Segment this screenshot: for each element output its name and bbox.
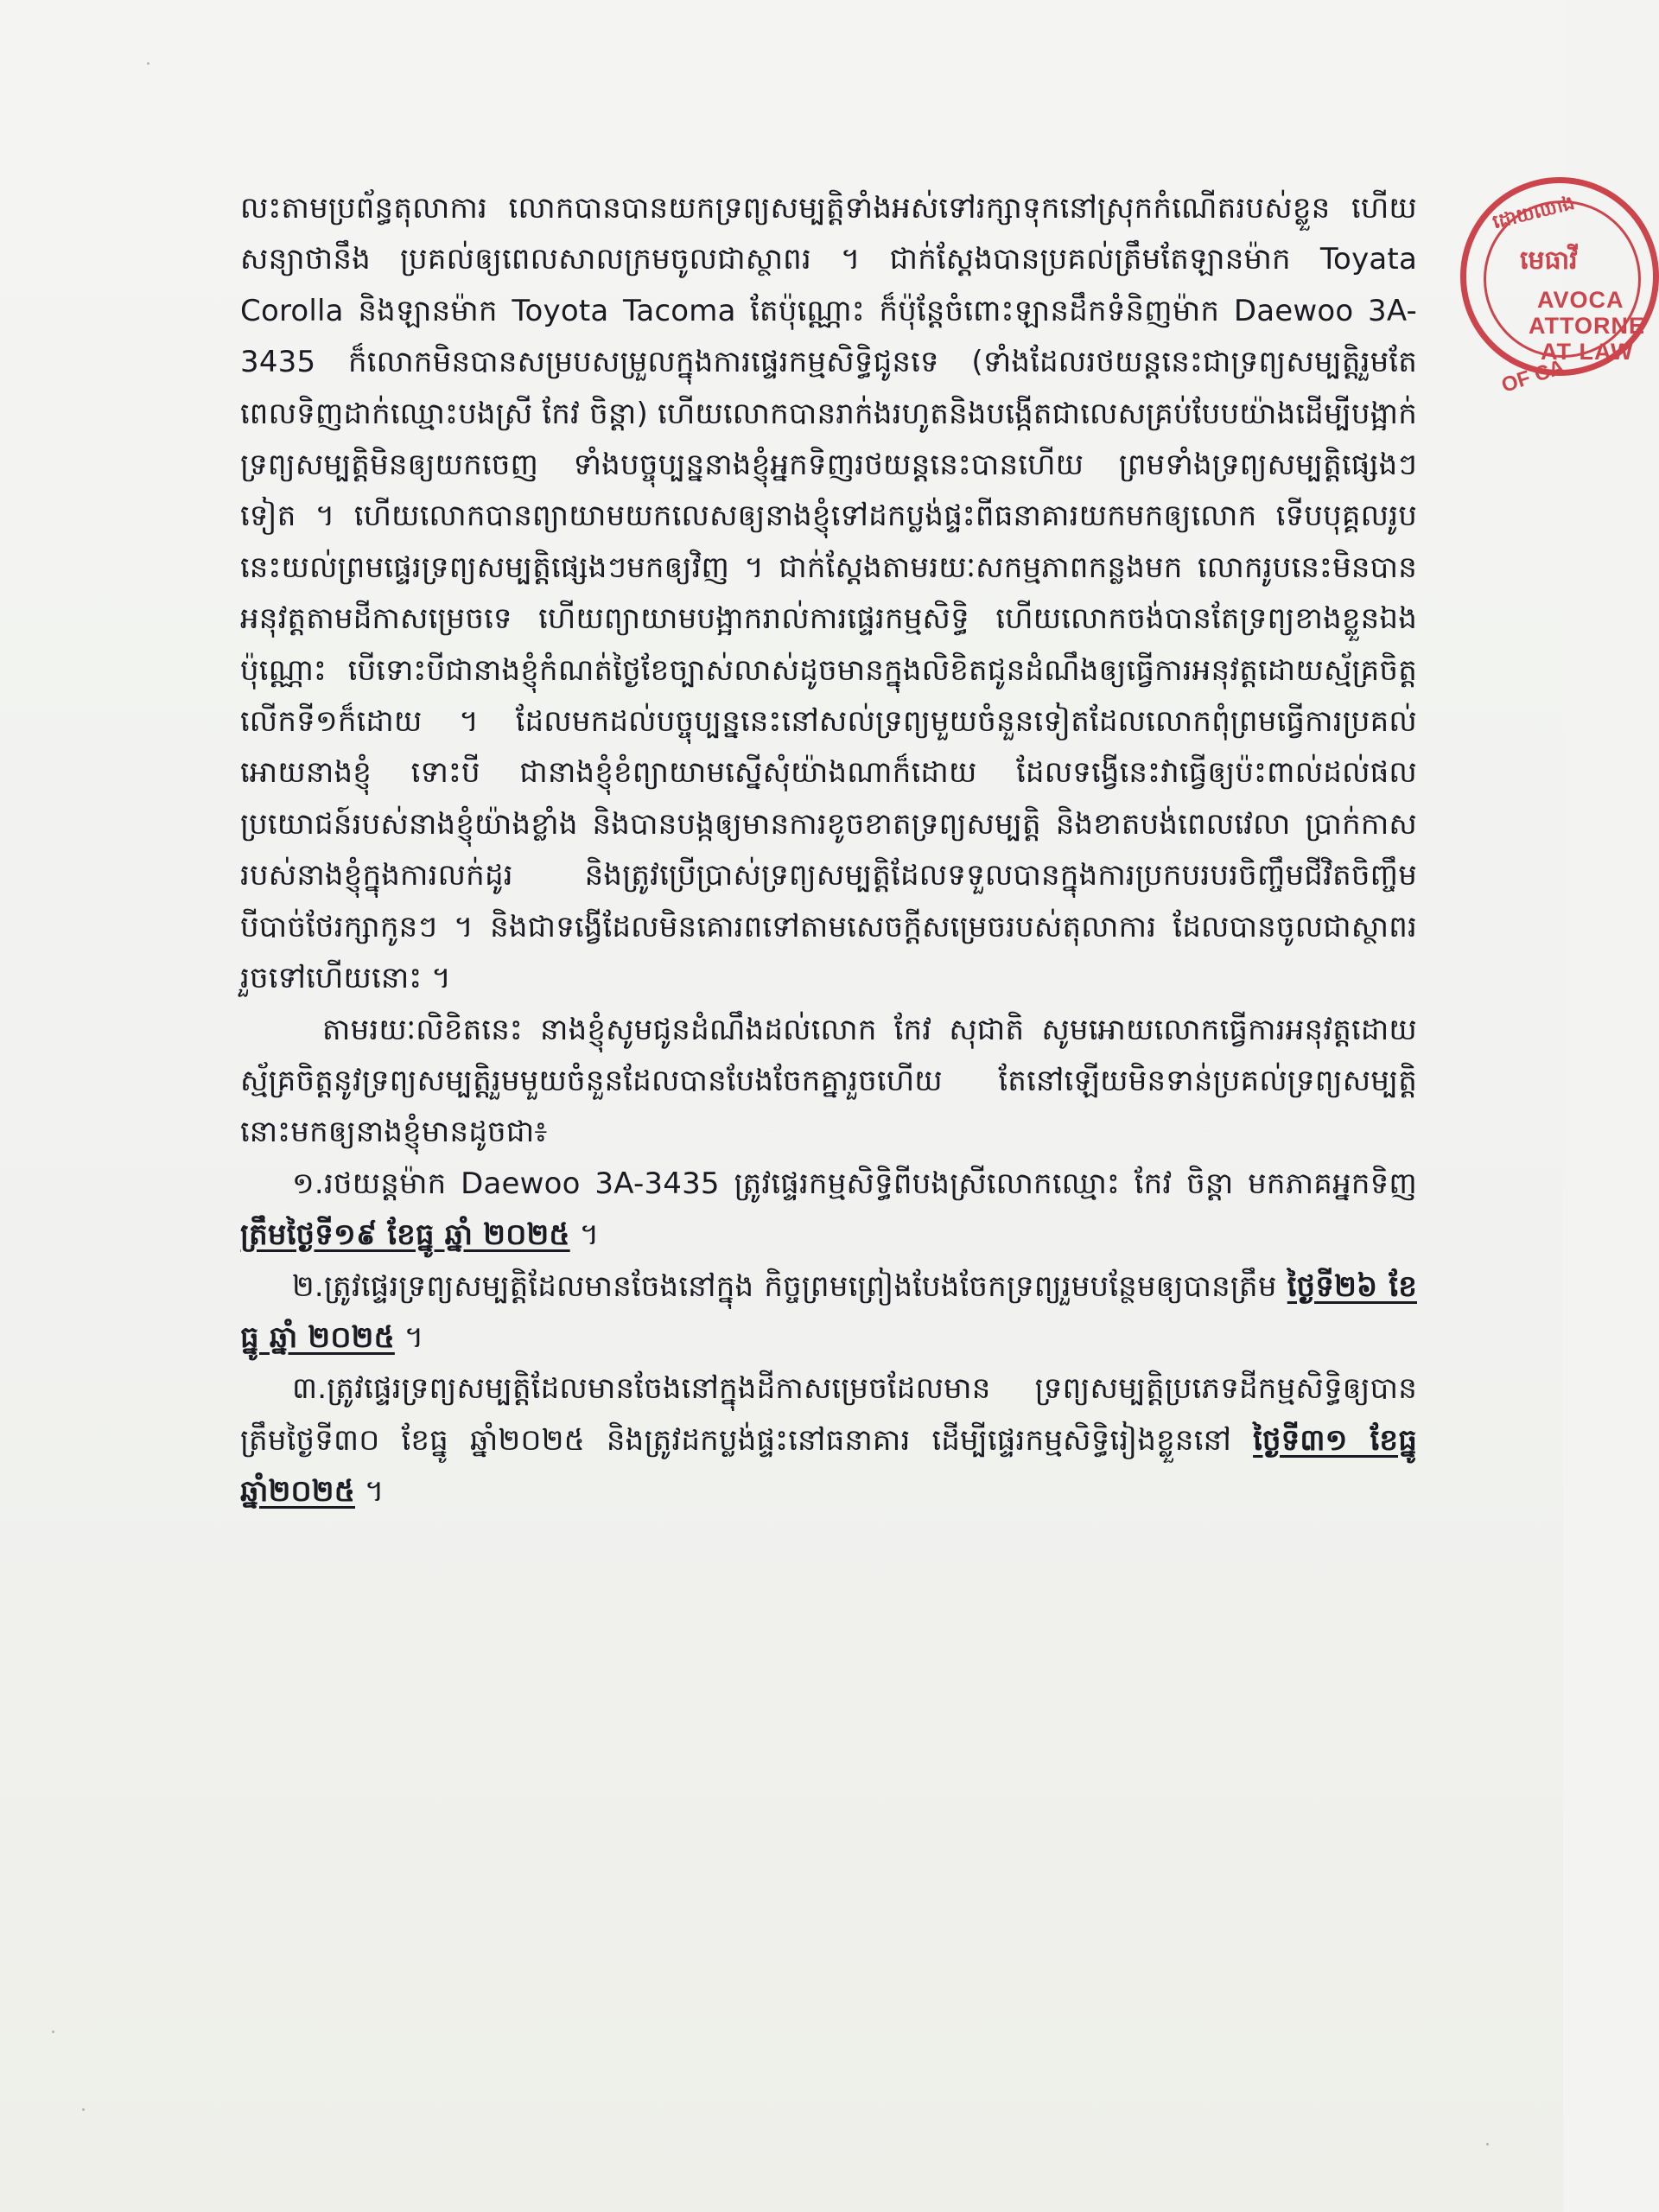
list-item-3-deadline: ថ្ងៃទី៣១ ខែធ្នូ ឆ្នាំ២០២៥ bbox=[240, 1422, 1417, 1510]
list-item-2-text: ២.ត្រូវផ្ទេរទ្រព្យសម្បត្តិដែលមានចែងនៅក្នុង កិច្ចព្រមព្រៀងបែងចែកទ្រព្យរួមបន្ថែមឲ្យបានត្រឹម bbox=[292, 1268, 1277, 1304]
paper-speck bbox=[147, 62, 149, 65]
list-item-2-deadline: ថ្ងៃទី២៦ ខែធ្នូ ឆ្នាំ ២០២៥ bbox=[240, 1268, 1417, 1355]
list-item-3-end: ។ bbox=[354, 1474, 385, 1510]
body-paragraph-1: លះតាមប្រព័ន្ធតុលាការ លោកបានបានយកទ្រព្យសម្បត្តិទាំងអស់ទៅរក្សាទុកនៅស្រុកកំណើតរបស់ខ្លួន ហើយសន្យាថានឹង ប្រគល់ឲ្យពេលសាលក្រមចូលជាស្ថាពរ ។ ជាក់ស្តែងបានប្រគល់ត្រឹមតែឡានម៉ាក Toyata Corolla និងឡានម៉ាក Toyota Tacoma តែប៉ុណ្ណោះ ក៏ប៉ុន្តែចំពោះឡានដឹកទំនិញម៉ាក Daewoo 3A-3435 ក៏លោកមិនបានសម្របសម្រួលក្នុងការផ្ទេរកម្មសិទ្ធិជូនទេ (ទាំងដែលរថយន្តនេះជាទ្រព្យសម្បត្តិរួមតែពេលទិញដាក់ឈ្មោះបងស្រី កែវ ចិន្តា) ហើយលោកបានរាក់ងរហូតនិងបង្កើតជាលេសគ្រប់បែបយ៉ាងដើម្បីបង្អាក់ទ្រព្យសម្បត្តិមិនឲ្យយកចេញ ទាំងបច្ចុប្បន្ននាងខ្ញុំអ្នកទិញរថយន្តនេះបានហើយ ព្រមទាំងទ្រព្យសម្បត្តិផ្សេងៗទៀត ។ ហើយលោកបានព្យាយាមយកលេសឲ្យនាងខ្ញុំទៅដកប្លង់ផ្ទះពីធនាគារយកមកឲ្យលោក ទើបបុគ្គលរូបនេះយល់ព្រមផ្ទេរទ្រព្យសម្បត្តិផ្សេងៗមកឲ្យវិញ ។ ជាក់ស្តែងតាមរយៈសកម្មភាពកន្លងមក លោករូបនេះមិនបានអនុវត្តតាមដីកាសម្រេចទេ ហើយព្យាយាមបង្អាករាល់ការផ្ទេរកម្មសិទ្ធិ ហើយលោកចង់បានតែទ្រព្យខាងខ្លួនឯងប៉ុណ្ណោះ បើទោះបីជានាងខ្ញុំកំណត់ថ្ងៃខែច្បាស់លាស់ដូចមានក្នុងលិខិតជូនដំណឹងឲ្យធ្វើការអនុវត្តដោយស្ម័គ្រចិត្តលើកទី១ក៏ដោយ ។ ដែលមកដល់បច្ចុប្បន្ននេះនៅសល់ទ្រព្យមួយចំនួនទៀតដែលលោកពុំព្រមធ្វើការប្រគល់អោយនាងខ្ញុំ ទោះបី ជានាងខ្ញុំខំព្យាយាមស្នើសុំយ៉ាងណាក៏ដោយ ដែលទង្វើនេះវាធ្វើឲ្យប៉ះពាល់ដល់ផលប្រយោជន៍របស់នាងខ្ញុំយ៉ាងខ្លាំង និងបានបង្កឲ្យមានការខូចខាតទ្រព្យសម្បត្តិ និងខាតបង់ពេលវេលា ប្រាក់កាស របស់នាងខ្ញុំក្នុងការលក់ដូរ និងត្រូវប្រើប្រាស់ទ្រព្យសម្បត្តិដែលទទួលបានក្នុងការប្រកបរបរចិញ្ចឹមជីវិតចិញ្ចឹមបីបាច់ថែរក្សាកូនៗ ។ និងជាទង្វើដែលមិនគោរពទៅតាមសេចក្តីសម្រេចរបស់តុលាការ ដែលបានចូលជាស្ថាពររួចទៅហើយនោះ ។ bbox=[240, 191, 1417, 996]
seal-top-text: ដោយឈាង bbox=[1490, 191, 1577, 233]
list-item-3-text: ៣.ត្រូវផ្ទេរទ្រព្យសម្បត្តិដែលមានចែងនៅក្នុងដីកាសម្រេចដែលមាន ទ្រព្យសម្បត្តិប្រភេទដីកម្មសិទ្ធិឲ្យបានត្រឹមថ្ងៃទី៣០ ខែធ្នូ ឆ្នាំ២០២៥ និងត្រូវដកប្លង់ផ្ទះនៅធនាគារ ដើម្បីផ្ទេរកម្មសិទ្ធិរៀងខ្លួននៅ bbox=[240, 1371, 1417, 1458]
paper-speck bbox=[1486, 2143, 1489, 2145]
lawyer-seal-stamp bbox=[1460, 177, 1659, 397]
paper-speck bbox=[82, 2108, 85, 2111]
letter-body bbox=[240, 183, 1417, 1518]
seal-bottom-text: OF CA bbox=[1498, 355, 1567, 397]
list-item-1-end: ។ bbox=[569, 1217, 600, 1253]
list-item-2 bbox=[240, 1262, 1417, 1364]
list-item-1-deadline: ត្រឹមថ្ងៃទី១៩ ខែធ្នូ ឆ្នាំ ២០២៥ bbox=[240, 1217, 570, 1253]
list-item-1 bbox=[240, 1159, 1417, 1262]
seal-line-3: AT LAW bbox=[1541, 339, 1634, 365]
list-item-2-end: ។ bbox=[394, 1319, 424, 1355]
seal-line-2: ATTORNE bbox=[1529, 313, 1645, 339]
body-paragraph-2: តាមរយៈលិខិតនេះ នាងខ្ញុំសូមជូនដំណឹងដល់លោក កែវ សុជាតិ សូមអោយលោកធ្វើការអនុវត្តដោយស្ម័គ្រចិត្តនូវទ្រព្យសម្បត្តិរួមមួយចំនួនដែលបានបែងចែកគ្នារួចហើយ តែនៅឡើយមិនទាន់ប្រគល់ទ្រព្យសម្បត្តិនោះមកឲ្យនាងខ្ញុំមានដូចជា៖ bbox=[240, 1012, 1417, 1150]
list-item-3 bbox=[240, 1363, 1417, 1517]
list-item-1-text: ១.រថយន្តម៉ាក Daewoo 3A-3435 ត្រូវផ្ទេរកម្មសិទ្ធិពីបងស្រីលោកឈ្មោះ កែវ ចិន្តា មកភាគអ្នកទិញ bbox=[292, 1166, 1417, 1201]
seal-khmer-text: មេធាវី bbox=[1520, 245, 1578, 276]
paper-speck bbox=[52, 2031, 54, 2033]
seal-line-1: AVOCA bbox=[1537, 287, 1624, 313]
